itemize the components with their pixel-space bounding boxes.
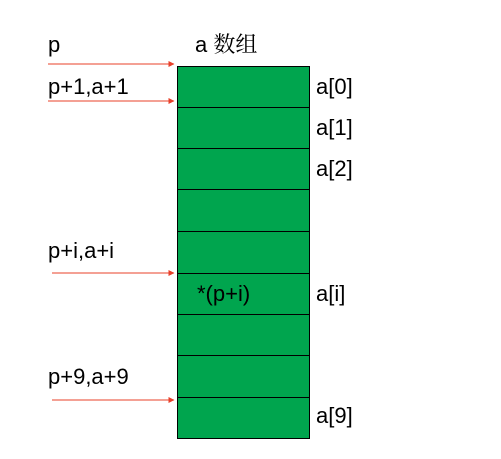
cell-divider xyxy=(178,314,309,315)
cell-divider xyxy=(178,273,309,274)
cell-divider xyxy=(178,355,309,356)
element-label-a1: a[1] xyxy=(316,115,353,140)
cell-deref-label: *(p+i) xyxy=(197,281,251,306)
cell-divider xyxy=(178,148,309,149)
cell-divider xyxy=(178,397,309,398)
pointer-label-p: p xyxy=(48,32,61,57)
element-label-a2: a[2] xyxy=(316,156,353,181)
pointer-label-p-plus-i: p+i,a+i xyxy=(48,238,115,263)
cell-divider xyxy=(178,189,309,190)
pointer-label-p-plus-9: p+9,a+9 xyxy=(48,364,129,389)
element-label-a9: a[9] xyxy=(316,403,353,428)
array-title: a 数组 xyxy=(195,32,258,57)
element-label-ai: a[i] xyxy=(316,281,346,306)
pointer-label-p-plus-1: p+1,a+1 xyxy=(48,74,129,99)
cell-divider xyxy=(178,231,309,232)
array-block xyxy=(177,66,310,439)
cell-divider xyxy=(178,107,309,108)
element-label-a0: a[0] xyxy=(316,74,353,99)
